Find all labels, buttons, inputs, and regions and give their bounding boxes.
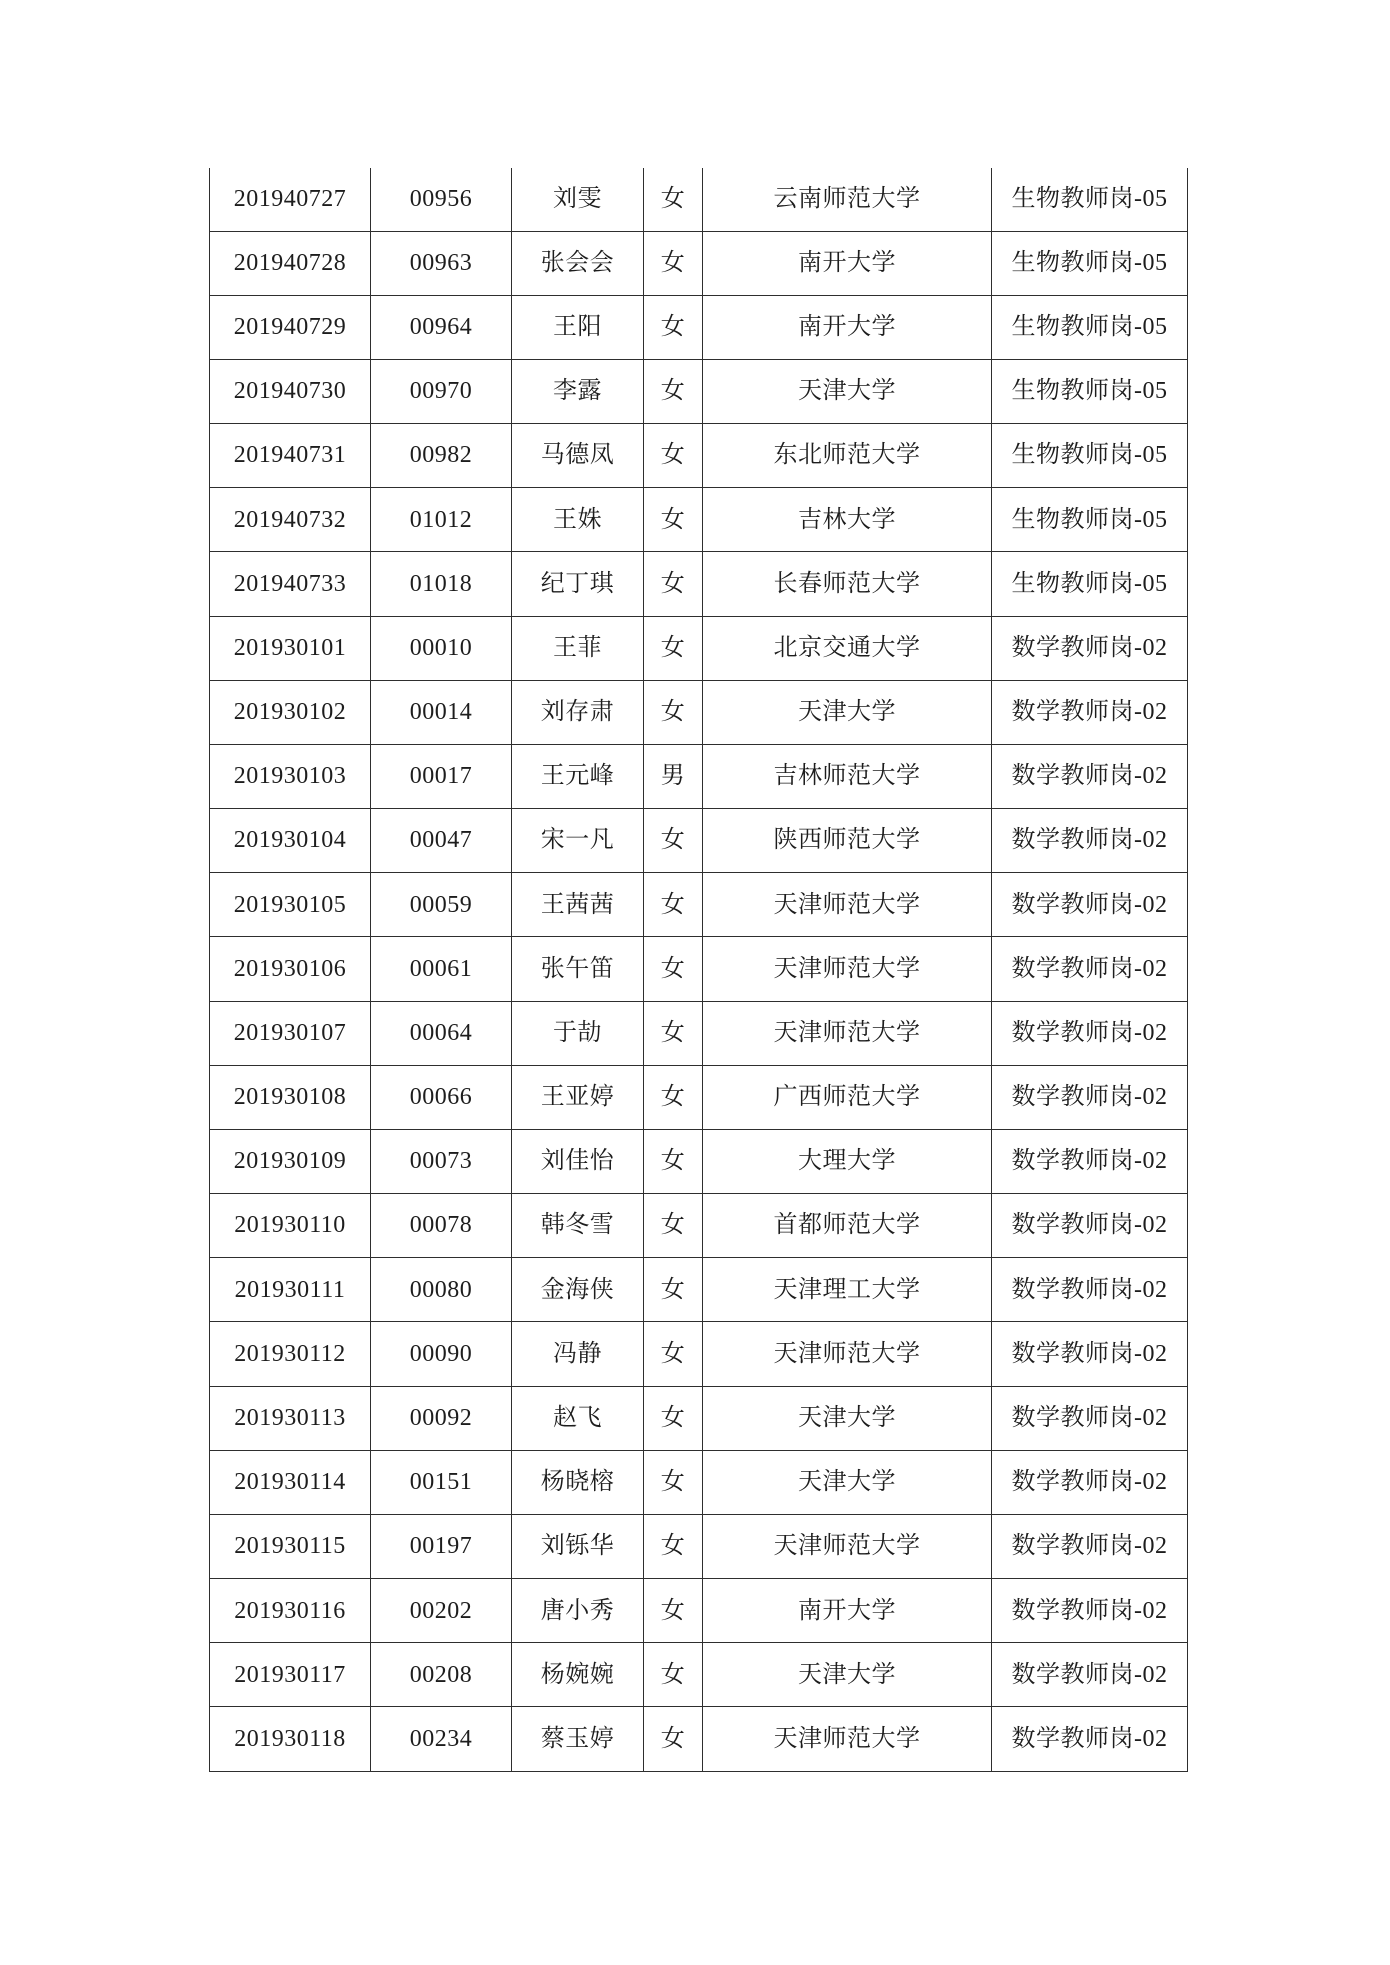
cell-position: 生物教师岗-05 bbox=[992, 168, 1188, 231]
cell-candidate-id: 201930104 bbox=[210, 809, 371, 873]
cell-position: 生物教师岗-05 bbox=[992, 552, 1188, 616]
cell-university: 天津师范大学 bbox=[703, 1514, 992, 1578]
cell-position: 数学教师岗-02 bbox=[992, 1258, 1188, 1322]
cell-name: 杨婉婉 bbox=[512, 1643, 644, 1707]
cell-candidate-id: 201930111 bbox=[210, 1258, 371, 1322]
cell-candidate-id: 201930107 bbox=[210, 1001, 371, 1065]
cell-gender: 女 bbox=[644, 552, 703, 616]
cell-university: 南开大学 bbox=[703, 1579, 992, 1643]
cell-registration-number: 00208 bbox=[371, 1643, 512, 1707]
cell-registration-number: 00092 bbox=[371, 1386, 512, 1450]
cell-position: 数学教师岗-02 bbox=[992, 680, 1188, 744]
cell-registration-number: 00047 bbox=[371, 809, 512, 873]
cell-name: 王阳 bbox=[512, 295, 644, 359]
cell-gender: 女 bbox=[644, 1707, 703, 1772]
cell-position: 数学教师岗-02 bbox=[992, 1194, 1188, 1258]
cell-name: 蔡玉婷 bbox=[512, 1707, 644, 1772]
cell-gender: 女 bbox=[644, 1579, 703, 1643]
cell-position: 数学教师岗-02 bbox=[992, 873, 1188, 937]
cell-candidate-id: 201930106 bbox=[210, 937, 371, 1001]
cell-position: 数学教师岗-02 bbox=[992, 1129, 1188, 1193]
cell-position: 生物教师岗-05 bbox=[992, 359, 1188, 423]
cell-position: 数学教师岗-02 bbox=[992, 1643, 1188, 1707]
cell-university: 南开大学 bbox=[703, 295, 992, 359]
cell-name: 金海侠 bbox=[512, 1258, 644, 1322]
cell-name: 赵飞 bbox=[512, 1386, 644, 1450]
table-row bbox=[210, 231, 1188, 295]
cell-position: 生物教师岗-05 bbox=[992, 295, 1188, 359]
cell-gender: 女 bbox=[644, 231, 703, 295]
cell-registration-number: 00202 bbox=[371, 1579, 512, 1643]
cell-gender: 女 bbox=[644, 1643, 703, 1707]
cell-university: 吉林师范大学 bbox=[703, 744, 992, 808]
cell-position: 数学教师岗-02 bbox=[992, 744, 1188, 808]
cell-registration-number: 00064 bbox=[371, 1001, 512, 1065]
table-row bbox=[210, 1065, 1188, 1129]
cell-registration-number: 00151 bbox=[371, 1450, 512, 1514]
table-row bbox=[210, 937, 1188, 1001]
cell-position: 数学教师岗-02 bbox=[992, 616, 1188, 680]
table-row bbox=[210, 680, 1188, 744]
cell-candidate-id: 201930114 bbox=[210, 1450, 371, 1514]
cell-gender: 女 bbox=[644, 1386, 703, 1450]
cell-registration-number: 00982 bbox=[371, 424, 512, 488]
table-row bbox=[210, 744, 1188, 808]
cell-university: 天津师范大学 bbox=[703, 873, 992, 937]
cell-university: 天津大学 bbox=[703, 1643, 992, 1707]
table-row bbox=[210, 1643, 1188, 1707]
cell-name: 张会会 bbox=[512, 231, 644, 295]
cell-candidate-id: 201930116 bbox=[210, 1579, 371, 1643]
cell-position: 数学教师岗-02 bbox=[992, 1065, 1188, 1129]
cell-university: 首都师范大学 bbox=[703, 1194, 992, 1258]
cell-candidate-id: 201930115 bbox=[210, 1514, 371, 1578]
cell-registration-number: 00066 bbox=[371, 1065, 512, 1129]
cell-position: 数学教师岗-02 bbox=[992, 1579, 1188, 1643]
cell-name: 韩冬雪 bbox=[512, 1194, 644, 1258]
cell-candidate-id: 201930101 bbox=[210, 616, 371, 680]
table-row bbox=[210, 488, 1188, 552]
table-row bbox=[210, 616, 1188, 680]
cell-position: 数学教师岗-02 bbox=[992, 1386, 1188, 1450]
table-row bbox=[210, 1322, 1188, 1386]
table-row bbox=[210, 1001, 1188, 1065]
cell-candidate-id: 201930109 bbox=[210, 1129, 371, 1193]
cell-gender: 女 bbox=[644, 1065, 703, 1129]
table-row bbox=[210, 873, 1188, 937]
table-row bbox=[210, 359, 1188, 423]
cell-registration-number: 00014 bbox=[371, 680, 512, 744]
cell-name: 王茜茜 bbox=[512, 873, 644, 937]
cell-gender: 女 bbox=[644, 1194, 703, 1258]
cell-gender: 女 bbox=[644, 1258, 703, 1322]
table-row bbox=[210, 1258, 1188, 1322]
cell-position: 数学教师岗-02 bbox=[992, 809, 1188, 873]
cell-candidate-id: 201930102 bbox=[210, 680, 371, 744]
cell-registration-number: 01018 bbox=[371, 552, 512, 616]
cell-candidate-id: 201940731 bbox=[210, 424, 371, 488]
cell-name: 刘铄华 bbox=[512, 1514, 644, 1578]
cell-gender: 女 bbox=[644, 809, 703, 873]
cell-name: 唐小秀 bbox=[512, 1579, 644, 1643]
cell-university: 天津大学 bbox=[703, 680, 992, 744]
cell-name: 刘雯 bbox=[512, 168, 644, 231]
cell-candidate-id: 201940727 bbox=[210, 168, 371, 231]
cell-position: 数学教师岗-02 bbox=[992, 937, 1188, 1001]
cell-name: 冯静 bbox=[512, 1322, 644, 1386]
cell-gender: 女 bbox=[644, 359, 703, 423]
cell-university: 天津师范大学 bbox=[703, 1322, 992, 1386]
table-row bbox=[210, 809, 1188, 873]
cell-name: 马德凤 bbox=[512, 424, 644, 488]
cell-gender: 女 bbox=[644, 488, 703, 552]
cell-gender: 女 bbox=[644, 168, 703, 231]
cell-candidate-id: 201930112 bbox=[210, 1322, 371, 1386]
cell-university: 天津师范大学 bbox=[703, 1001, 992, 1065]
table-row bbox=[210, 1386, 1188, 1450]
cell-name: 王亚婷 bbox=[512, 1065, 644, 1129]
cell-registration-number: 00059 bbox=[371, 873, 512, 937]
cell-university: 广西师范大学 bbox=[703, 1065, 992, 1129]
cell-name: 王姝 bbox=[512, 488, 644, 552]
cell-name: 李露 bbox=[512, 359, 644, 423]
cell-university: 长春师范大学 bbox=[703, 552, 992, 616]
cell-name: 刘存肃 bbox=[512, 680, 644, 744]
cell-candidate-id: 201940733 bbox=[210, 552, 371, 616]
cell-gender: 女 bbox=[644, 1514, 703, 1578]
cell-gender: 女 bbox=[644, 1450, 703, 1514]
cell-position: 数学教师岗-02 bbox=[992, 1450, 1188, 1514]
cell-candidate-id: 201930105 bbox=[210, 873, 371, 937]
cell-gender: 女 bbox=[644, 295, 703, 359]
cell-registration-number: 00234 bbox=[371, 1707, 512, 1772]
cell-university: 吉林大学 bbox=[703, 488, 992, 552]
cell-candidate-id: 201930103 bbox=[210, 744, 371, 808]
cell-candidate-id: 201930110 bbox=[210, 1194, 371, 1258]
cell-registration-number: 00964 bbox=[371, 295, 512, 359]
cell-university: 东北师范大学 bbox=[703, 424, 992, 488]
cell-gender: 女 bbox=[644, 873, 703, 937]
cell-position: 数学教师岗-02 bbox=[992, 1001, 1188, 1065]
cell-university: 北京交通大学 bbox=[703, 616, 992, 680]
cell-university: 天津大学 bbox=[703, 1386, 992, 1450]
cell-university: 陕西师范大学 bbox=[703, 809, 992, 873]
cell-position: 生物教师岗-05 bbox=[992, 231, 1188, 295]
cell-university: 大理大学 bbox=[703, 1129, 992, 1193]
cell-name: 宋一凡 bbox=[512, 809, 644, 873]
cell-gender: 女 bbox=[644, 1001, 703, 1065]
roster-body bbox=[210, 168, 1188, 1772]
cell-university: 天津大学 bbox=[703, 359, 992, 423]
cell-position: 生物教师岗-05 bbox=[992, 488, 1188, 552]
cell-registration-number: 00090 bbox=[371, 1322, 512, 1386]
cell-position: 数学教师岗-02 bbox=[992, 1514, 1188, 1578]
cell-candidate-id: 201930118 bbox=[210, 1707, 371, 1772]
cell-gender: 女 bbox=[644, 680, 703, 744]
cell-registration-number: 00197 bbox=[371, 1514, 512, 1578]
cell-university: 南开大学 bbox=[703, 231, 992, 295]
cell-name: 纪丁琪 bbox=[512, 552, 644, 616]
table-row bbox=[210, 168, 1188, 231]
table-row bbox=[210, 295, 1188, 359]
cell-position: 生物教师岗-05 bbox=[992, 424, 1188, 488]
cell-registration-number: 00956 bbox=[371, 168, 512, 231]
cell-registration-number: 00080 bbox=[371, 1258, 512, 1322]
cell-name: 王菲 bbox=[512, 616, 644, 680]
cell-name: 于劼 bbox=[512, 1001, 644, 1065]
cell-gender: 男 bbox=[644, 744, 703, 808]
cell-university: 天津师范大学 bbox=[703, 1707, 992, 1772]
table-row bbox=[210, 1129, 1188, 1193]
cell-candidate-id: 201940729 bbox=[210, 295, 371, 359]
cell-name: 王元峰 bbox=[512, 744, 644, 808]
cell-name: 杨晓榕 bbox=[512, 1450, 644, 1514]
table-row bbox=[210, 552, 1188, 616]
table-row bbox=[210, 1450, 1188, 1514]
cell-university: 天津师范大学 bbox=[703, 937, 992, 1001]
cell-university: 天津理工大学 bbox=[703, 1258, 992, 1322]
table-row bbox=[210, 1579, 1188, 1643]
cell-position: 数学教师岗-02 bbox=[992, 1322, 1188, 1386]
cell-candidate-id: 201940728 bbox=[210, 231, 371, 295]
cell-registration-number: 00010 bbox=[371, 616, 512, 680]
cell-gender: 女 bbox=[644, 937, 703, 1001]
table-row bbox=[210, 1194, 1188, 1258]
cell-candidate-id: 201930117 bbox=[210, 1643, 371, 1707]
cell-position: 数学教师岗-02 bbox=[992, 1707, 1188, 1772]
cell-university: 云南师范大学 bbox=[703, 168, 992, 231]
cell-candidate-id: 201940732 bbox=[210, 488, 371, 552]
cell-registration-number: 01012 bbox=[371, 488, 512, 552]
cell-candidate-id: 201940730 bbox=[210, 359, 371, 423]
cell-gender: 女 bbox=[644, 1129, 703, 1193]
candidate-roster-table bbox=[209, 168, 1188, 1772]
cell-registration-number: 00061 bbox=[371, 937, 512, 1001]
cell-name: 刘佳怡 bbox=[512, 1129, 644, 1193]
table-row bbox=[210, 1707, 1188, 1772]
cell-name: 张午笛 bbox=[512, 937, 644, 1001]
cell-candidate-id: 201930108 bbox=[210, 1065, 371, 1129]
cell-gender: 女 bbox=[644, 616, 703, 680]
cell-candidate-id: 201930113 bbox=[210, 1386, 371, 1450]
cell-registration-number: 00017 bbox=[371, 744, 512, 808]
cell-university: 天津大学 bbox=[703, 1450, 992, 1514]
cell-registration-number: 00963 bbox=[371, 231, 512, 295]
cell-registration-number: 00970 bbox=[371, 359, 512, 423]
table-row bbox=[210, 1514, 1188, 1578]
cell-registration-number: 00073 bbox=[371, 1129, 512, 1193]
cell-registration-number: 00078 bbox=[371, 1194, 512, 1258]
table-row bbox=[210, 424, 1188, 488]
cell-gender: 女 bbox=[644, 1322, 703, 1386]
cell-gender: 女 bbox=[644, 424, 703, 488]
